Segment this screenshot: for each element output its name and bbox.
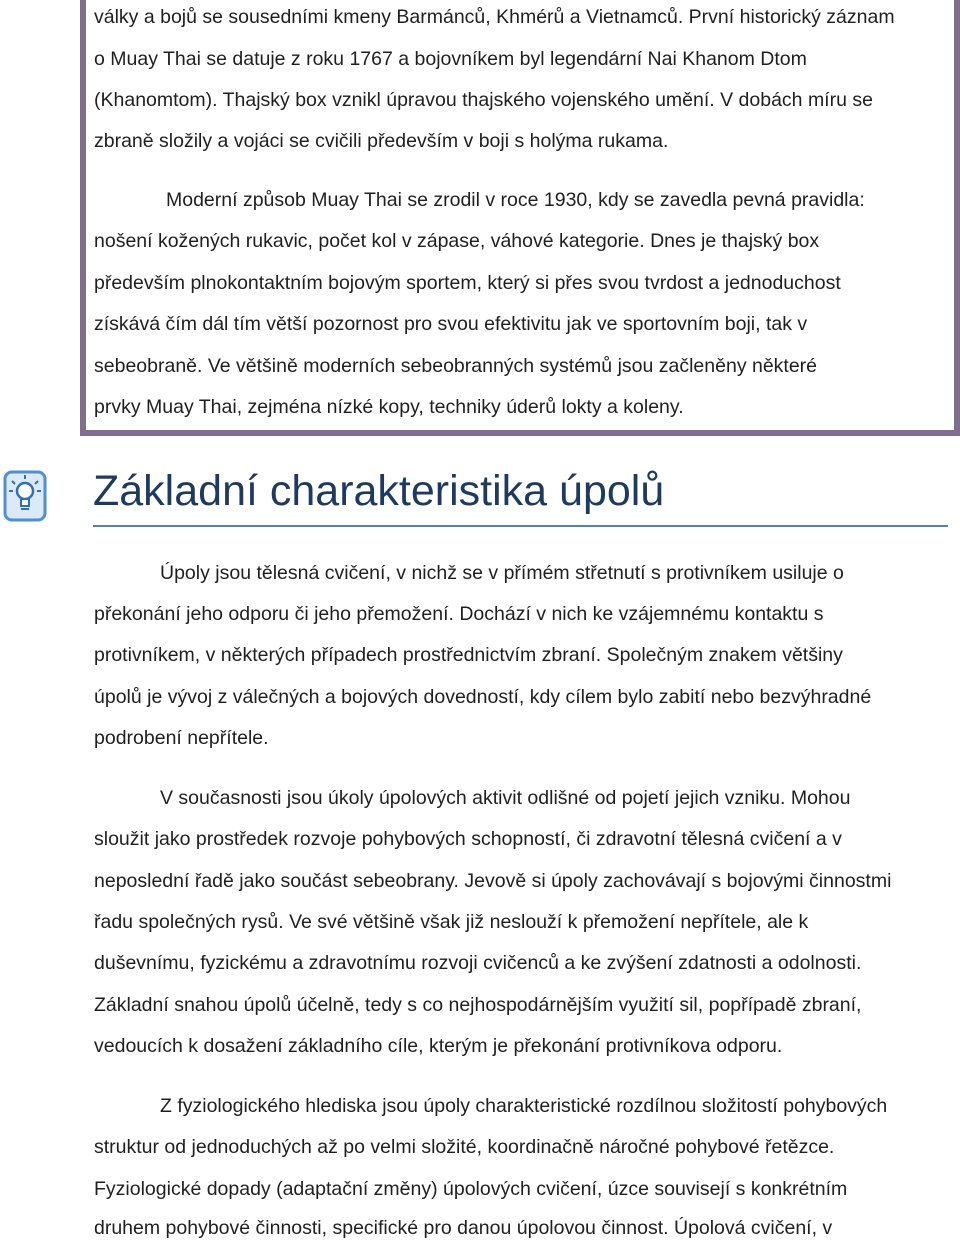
body-line: neposlední řadě jako součást sebeobrany. Jevově si úpoly zachovávají s bojovými činnostmi bbox=[94, 870, 892, 892]
body-line: Úpoly jsou tělesná cvičení, v nichž se v přímém střetnutí s protivníkem usiluje o bbox=[160, 562, 844, 584]
body-line: protivníkem, v některých případech prostřednictvím zbraní. Společným znakem většiny bbox=[94, 644, 843, 666]
body-line: Základní snahou úpolů účelně, tedy s co nejhospodárnějším využití sil, popřípadě zbraní, bbox=[94, 994, 862, 1016]
box-line: zbraně složily a vojáci se cvičili především v boji s holýma rukama. bbox=[94, 130, 669, 152]
body-line: podrobení nepřítele. bbox=[94, 727, 269, 749]
box-line: o Muay Thai se datuje z roku 1767 a bojovníkem byl legendární Nai Khanom Dtom bbox=[94, 48, 807, 70]
body-line: Z fyziologického hlediska jsou úpoly charakteristické rozdílnou složitostí pohybových bbox=[160, 1095, 888, 1117]
body-line: duševnímu, fyzickému a zdravotnímu rozvoji cvičenců a ke zvýšení zdatnosti a odolnosti. bbox=[94, 952, 862, 974]
box-line: především plnokontaktním bojovým sportem, který si přes svou tvrdost a jednoduchost bbox=[94, 272, 841, 294]
box-line: války a bojů se sousedními kmeny Barmánců, Khmérů a Vietnamců. První historický záznam bbox=[94, 6, 895, 28]
body-line: překonání jeho odporu či jeho přemožení. Dochází v nich ke vzájemnému kontaktu s bbox=[94, 603, 824, 625]
body-line: V současnosti jsou úkoly úpolových aktivit odlišné od pojetí jejich vzniku. Mohou bbox=[160, 787, 851, 809]
body-line: úpolů je vývoj z válečných a bojových dovedností, kdy cílem bylo zabití nebo bezvýhradné bbox=[94, 686, 872, 708]
body-line: vedoucích k dosažení základního cíle, kterým je překonání protivníkova odporu. bbox=[94, 1035, 783, 1057]
body-line: Fyziologické dopady (adaptační změny) úpolových cvičení, úzce souvisejí s konkrétním bbox=[94, 1178, 848, 1200]
lightbulb-icon bbox=[2, 469, 48, 523]
box-line: Moderní způsob Muay Thai se zrodil v roce 1930, kdy se zavedla pevná pravidla: bbox=[166, 189, 865, 211]
section-heading-block bbox=[0, 455, 960, 535]
box-line: (Khanomtom). Thajský box vznikl úpravou thajského vojenského umění. V dobách míru se bbox=[94, 89, 873, 111]
body-line: struktur od jednoduchých až po velmi složité, koordinačně náročné pohybové řetězce. bbox=[94, 1136, 835, 1158]
box-line: sebeobraně. Ve většině moderních sebeobranných systémů jsou začleněny některé bbox=[94, 355, 818, 377]
body-line: řadu společných rysů. Ve své většině však již neslouží k přemožení nepřítele, ale k bbox=[94, 911, 809, 933]
heading-underline bbox=[93, 525, 948, 527]
box-line: získává čím dál tím větší pozornost pro svou efektivitu jak ve sportovním boji, tak v bbox=[94, 313, 808, 335]
body-line: druhem pohybové činnosti, specifické pro danou úpolovou činnost. Úpolová cvičení, v bbox=[94, 1217, 833, 1239]
section-title: Základní charakteristika úpolů bbox=[93, 467, 665, 515]
box-line: prvky Muay Thai, zejména nízké kopy, techniky úderů lokty a koleny. bbox=[94, 396, 684, 418]
box-line: nošení kožených rukavic, počet kol v zápase, váhové kategorie. Dnes je thajský box bbox=[94, 230, 820, 252]
history-text-box bbox=[80, 0, 960, 436]
body-line: sloužit jako prostředek rozvoje pohybových schopností, či zdravotní tělesná cvičení a v bbox=[94, 828, 842, 850]
